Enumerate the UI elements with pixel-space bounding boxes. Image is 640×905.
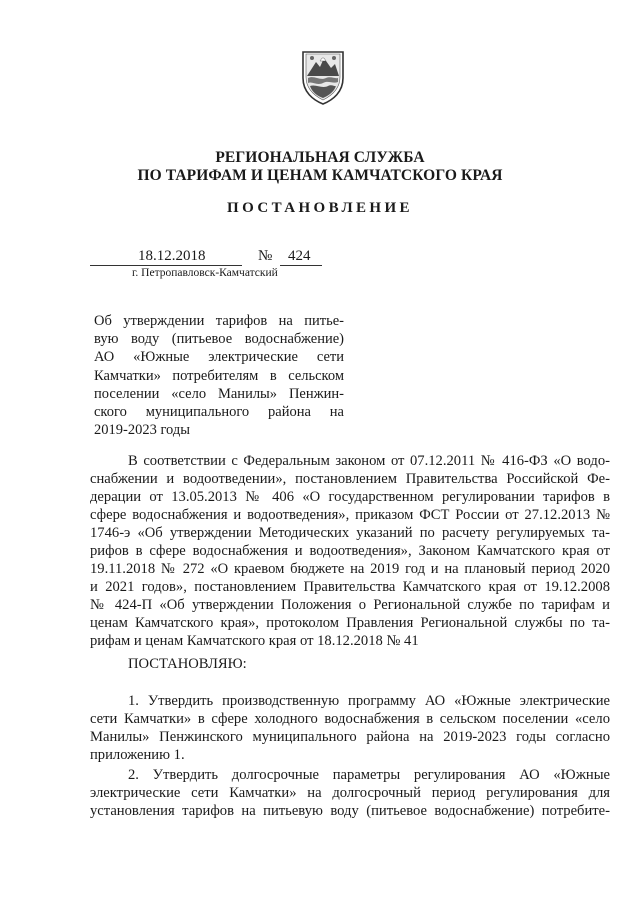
item1-line: приложению 1. [90, 747, 185, 763]
preamble-line: сфере водоснабжения и водоотведения», приказом ФСТ России от 27.12.2013 № [90, 507, 610, 523]
document-number: 424 [288, 248, 311, 264]
subject-line: вую воду (питьевое водоснабжение) [94, 331, 344, 348]
subject-line: ского муниципального района на [94, 404, 344, 421]
preamble-line: 19.11.2018 № 272 «О краевом бюджете на 2019 год и на плановый период 2020 [90, 561, 610, 577]
item2-line: 2. Утвердить долгосрочные параметры регулирования АО «Южные [128, 767, 610, 783]
coat-of-arms-emblem [298, 48, 348, 106]
item1-line: 1. Утвердить производственную программу АО «Южные электрические [128, 693, 610, 709]
item2-line: установления тарифов на питьевую воду (питьевое водоснабжение) потребите- [90, 803, 610, 819]
number-sign: № [258, 248, 273, 264]
preamble-line: 1746-э «Об утверждении Методических указаний по расчету регулируемых та- [90, 525, 610, 541]
subject-line: Камчатки» потребителям в сельском [94, 367, 344, 384]
resolution-heading: ПОСТАНОВЛЯЮ: [128, 656, 247, 672]
number-underline [280, 265, 322, 266]
preamble-line: № 424-П «Об утверждении Положения о Региональной службе по тарифам и [90, 597, 610, 613]
preamble-line: рифам и ценам Камчатского края от 18.12.2018 № 41 [90, 633, 419, 649]
city-label: г. Петропавловск-Камчатский [132, 267, 278, 279]
item1-line: сети Камчатки» в сфере холодного водоснабжения в сельском поселении «село [90, 711, 610, 727]
item1-line: Манилы» Пенжинского муниципального района на 2019-2023 годы согласно [90, 729, 610, 745]
preamble-line: рифов в сфере водоснабжения и водоотведения», Законом Камчатского края от [90, 543, 610, 559]
document-type-title: ПОСТАНОВЛЕНИЕ [227, 200, 413, 216]
preamble-line: и 2021 годов», постановлением Правительства Камчатского края от 19.12.2008 [90, 579, 610, 595]
organization-name-line1: РЕГИОНАЛЬНАЯ СЛУЖБА [215, 149, 425, 166]
preamble-line: снабжении и водоотведении», постановлением Правительства Российской Фе- [90, 471, 610, 487]
date-underline [90, 265, 242, 266]
subject-line: 2019-2023 годы [94, 422, 190, 439]
item2-line: электрические сети Камчатки» на долгосрочный период регулирования для [90, 785, 610, 801]
document-date: 18.12.2018 [138, 248, 206, 264]
preamble-line: ценам Камчатского края», протоколом Правления Региональной службы по та- [90, 615, 610, 631]
organization-name-line2: ПО ТАРИФАМ И ЦЕНАМ КАМЧАТСКОГО КРАЯ [137, 167, 503, 184]
preamble-line: дерации от 13.05.2013 № 406 «О государственном регулировании тарифов в [90, 489, 610, 505]
subject-line: АО «Южные электрические сети [94, 349, 344, 366]
subject-line: поселении «село Манилы» Пенжин- [94, 385, 344, 402]
date-number-row [90, 248, 330, 268]
document-subject [94, 312, 344, 439]
preamble-line: В соответствии с Федеральным законом от 07.12.2011 № 416-ФЗ «О водо- [128, 453, 610, 469]
subject-line: Об утверждении тарифов на питье- [94, 313, 344, 329]
